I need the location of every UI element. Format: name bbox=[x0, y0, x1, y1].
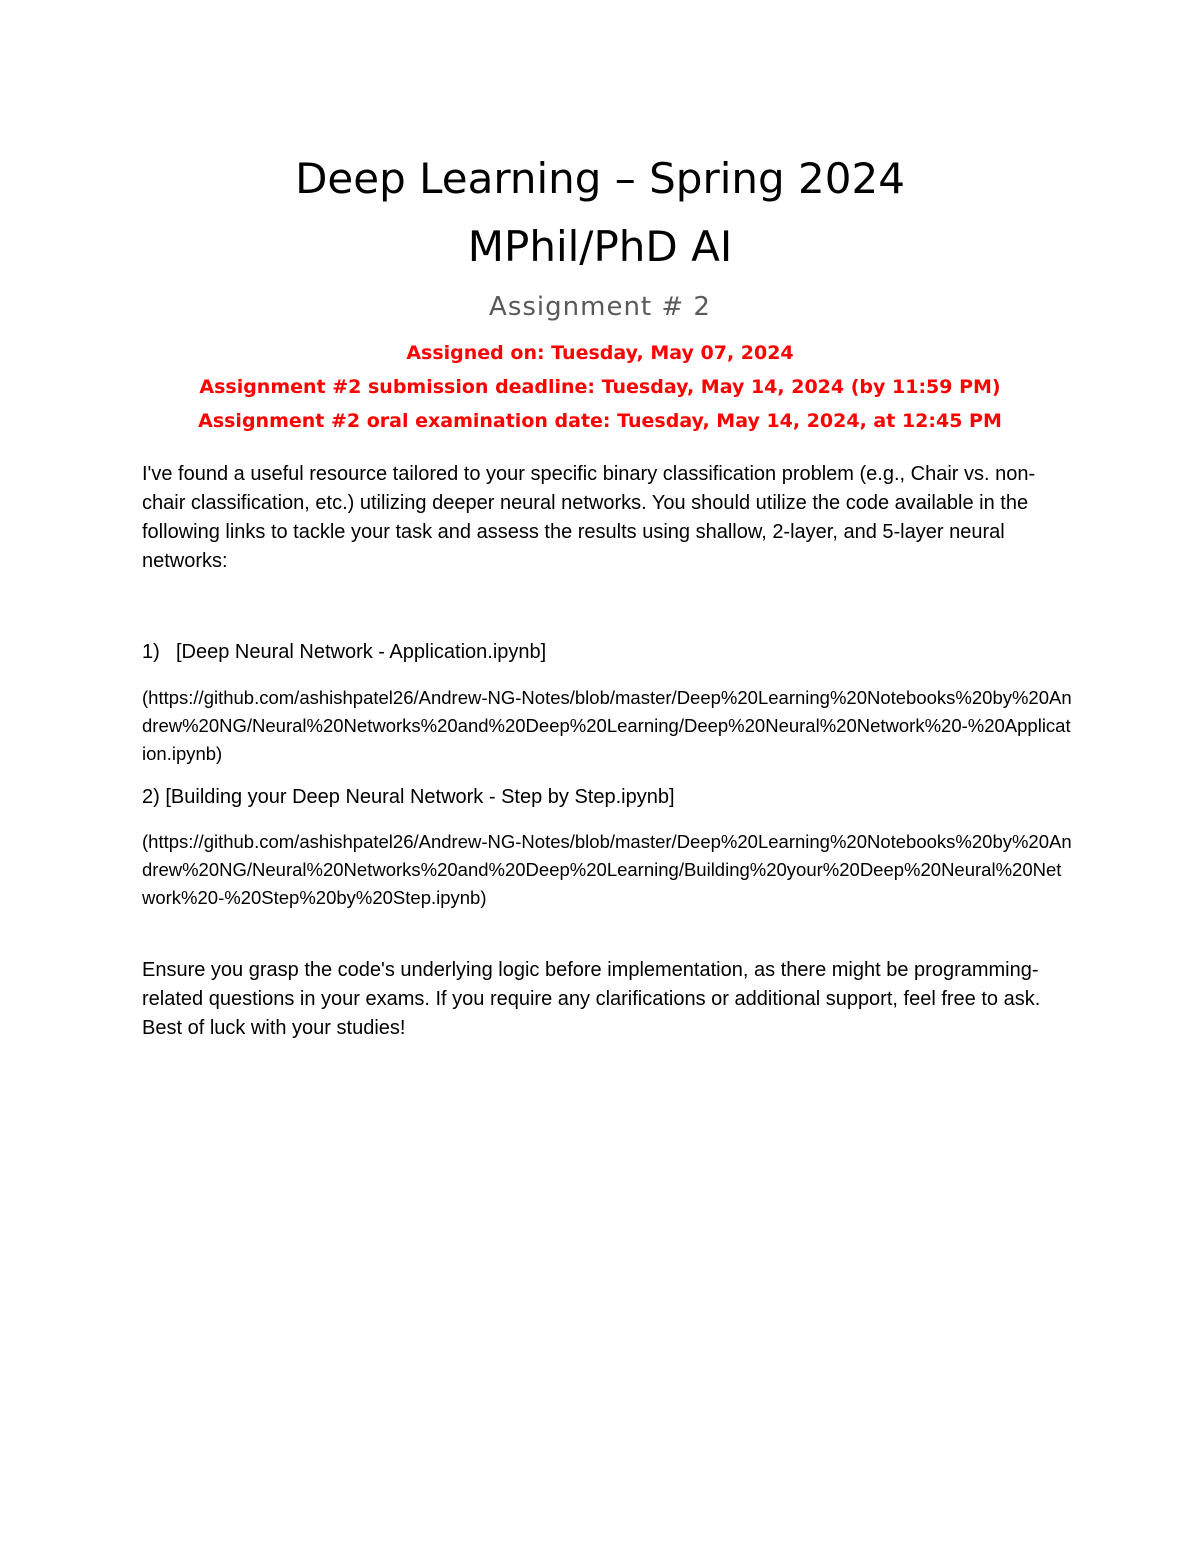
submission-deadline: Assignment #2 submission deadline: Tuesday, May 14, 2024 (by 11:59 PM) bbox=[199, 376, 1001, 398]
resource-item-1-number: 1) bbox=[142, 641, 160, 663]
resource-item-1 bbox=[142, 638, 1062, 667]
oral-exam-date: Assignment #2 oral examination date: Tuesday, May 14, 2024, at 12:45 PM bbox=[198, 410, 1002, 432]
intro-paragraph: I've found a useful resource tailored to your specific binary classification problem (e.g., Chair vs. non-chair classification, etc.) utilizing deeper neural networks. You should utilize the code available in the following links to tackle your task and assess the results using shallow, 2-layer, and 5-layer neural networks: bbox=[142, 463, 1036, 572]
assignment-subtitle: Assignment # 2 bbox=[489, 292, 711, 322]
resource-link-2[interactable]: (https://github.com/ashishpatel26/Andrew-NG-Notes/blob/master/Deep%20Learning%20Notebooks%20by%20Andrew%20NG/Neural%20Networks%20and%20Deep%20Learning/Building%20your%20Deep%20Neural%20Network%20-%20Step%20by%20Step.ipynb) bbox=[142, 831, 1072, 908]
course-title: Deep Learning – Spring 2024 bbox=[295, 154, 905, 203]
resource-item-2-label: [Building your Deep Neural Network - Step by Step.ipynb] bbox=[165, 786, 675, 808]
resource-item-2 bbox=[142, 783, 1062, 812]
program-title: MPhil/PhD AI bbox=[467, 222, 733, 271]
resource-link-1[interactable]: (https://github.com/ashishpatel26/Andrew-NG-Notes/blob/master/Deep%20Learning%20Notebooks%20by%20Andrew%20NG/Neural%20Networks%20and%20Deep%20Learning/Deep%20Neural%20Network%20-%20Application.ipynb) bbox=[142, 687, 1072, 764]
resource-item-1-label: [Deep Neural Network - Application.ipynb] bbox=[176, 641, 547, 663]
closing-paragraph: Ensure you grasp the code's underlying logic before implementation, as there might be programming-related questions in your exams. If you require any clarifications or additional support, feel free to ask. Best of luck with your studies! bbox=[142, 959, 1041, 1039]
assigned-on-date: Assigned on: Tuesday, May 07, 2024 bbox=[406, 342, 794, 364]
resource-item-2-number: 2) bbox=[142, 786, 160, 808]
